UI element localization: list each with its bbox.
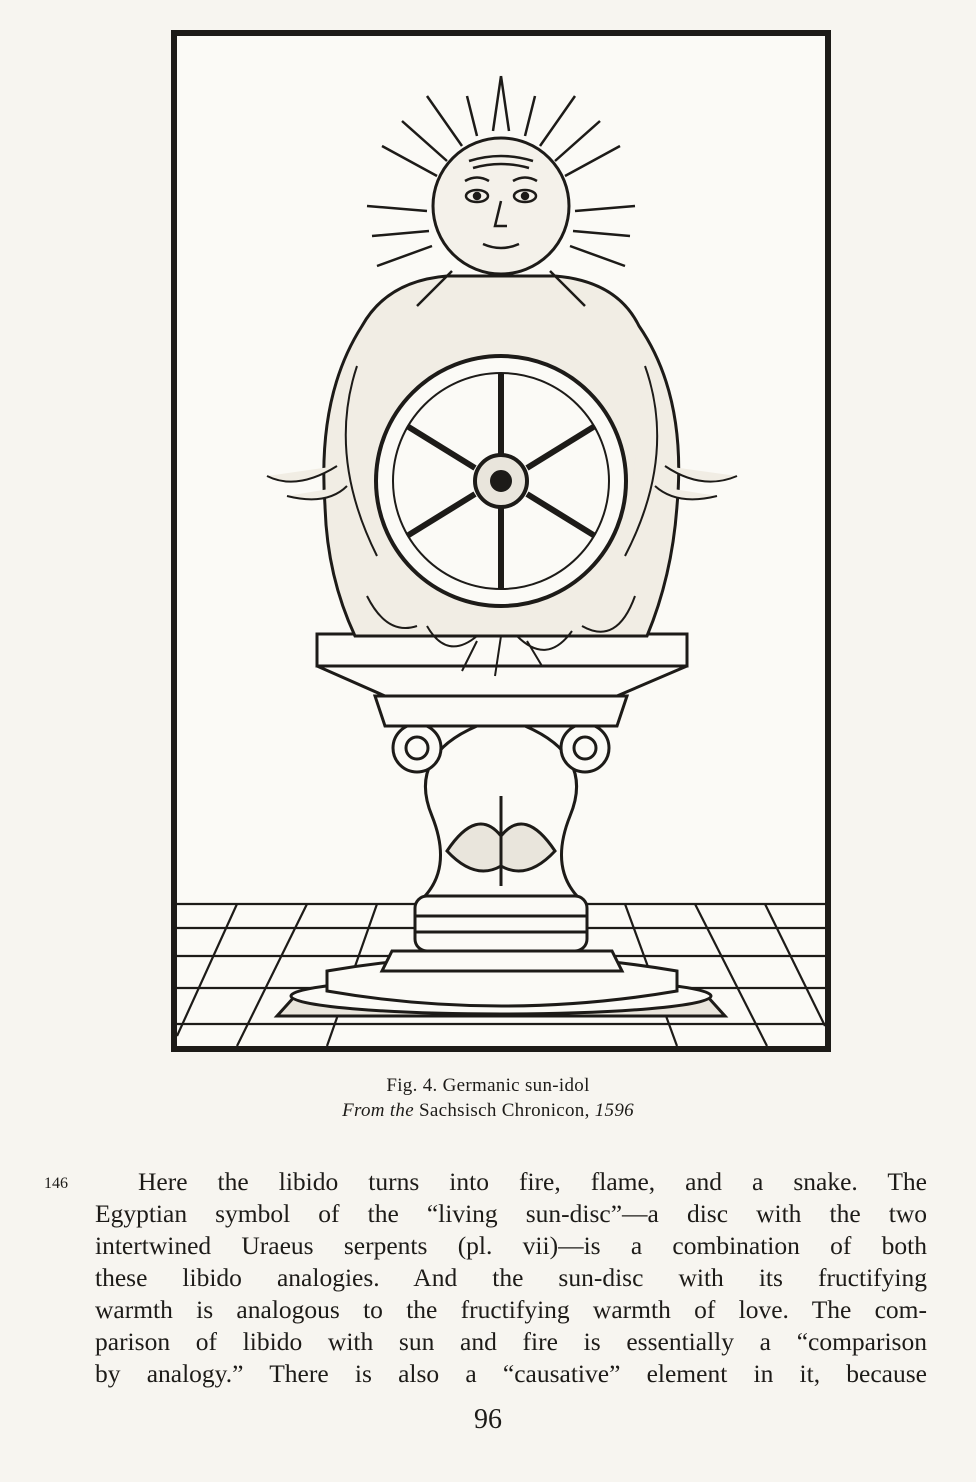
sun-idol-illustration: [177, 36, 825, 1046]
source-prefix: From the: [342, 1100, 414, 1121]
figure-number: Fig. 4.: [386, 1075, 438, 1096]
page-number: 96: [474, 1404, 502, 1435]
paragraph-line: intertwined Uraeus serpents (pl. vii)—is a combination of both: [95, 1231, 927, 1260]
pedestal: [277, 634, 725, 1016]
paragraph-line: Egyptian symbol of the “living sun-disc”—a disc with the two: [95, 1199, 927, 1228]
source-work: Sachsisch Chronicon,: [419, 1100, 590, 1121]
sun-head: [367, 76, 635, 306]
paragraph-line: Here the libido turns into fire, flame, and a snake. The: [138, 1167, 927, 1196]
paragraph-line: by analogy.” There is also a “causative” element in it, because: [95, 1359, 927, 1388]
wheel: [376, 356, 626, 606]
paragraph-line: these libido analogies. And the sun-disc with its fructifying: [95, 1263, 927, 1292]
figure-caption: [0, 1075, 976, 1097]
figure-source: [0, 1100, 976, 1122]
source-year: 1596: [594, 1100, 634, 1121]
woodcut-figure: [171, 30, 831, 1052]
figure-title: Germanic sun-idol: [442, 1075, 590, 1096]
body-paragraph: [95, 1166, 927, 1390]
paragraph-line: warmth is analogous to the fructifying warmth of love. The com-: [95, 1295, 927, 1324]
paragraph-number: 146: [44, 1175, 68, 1192]
paragraph-line: parison of libido with sun and fire is essentially a “comparison: [95, 1327, 927, 1356]
